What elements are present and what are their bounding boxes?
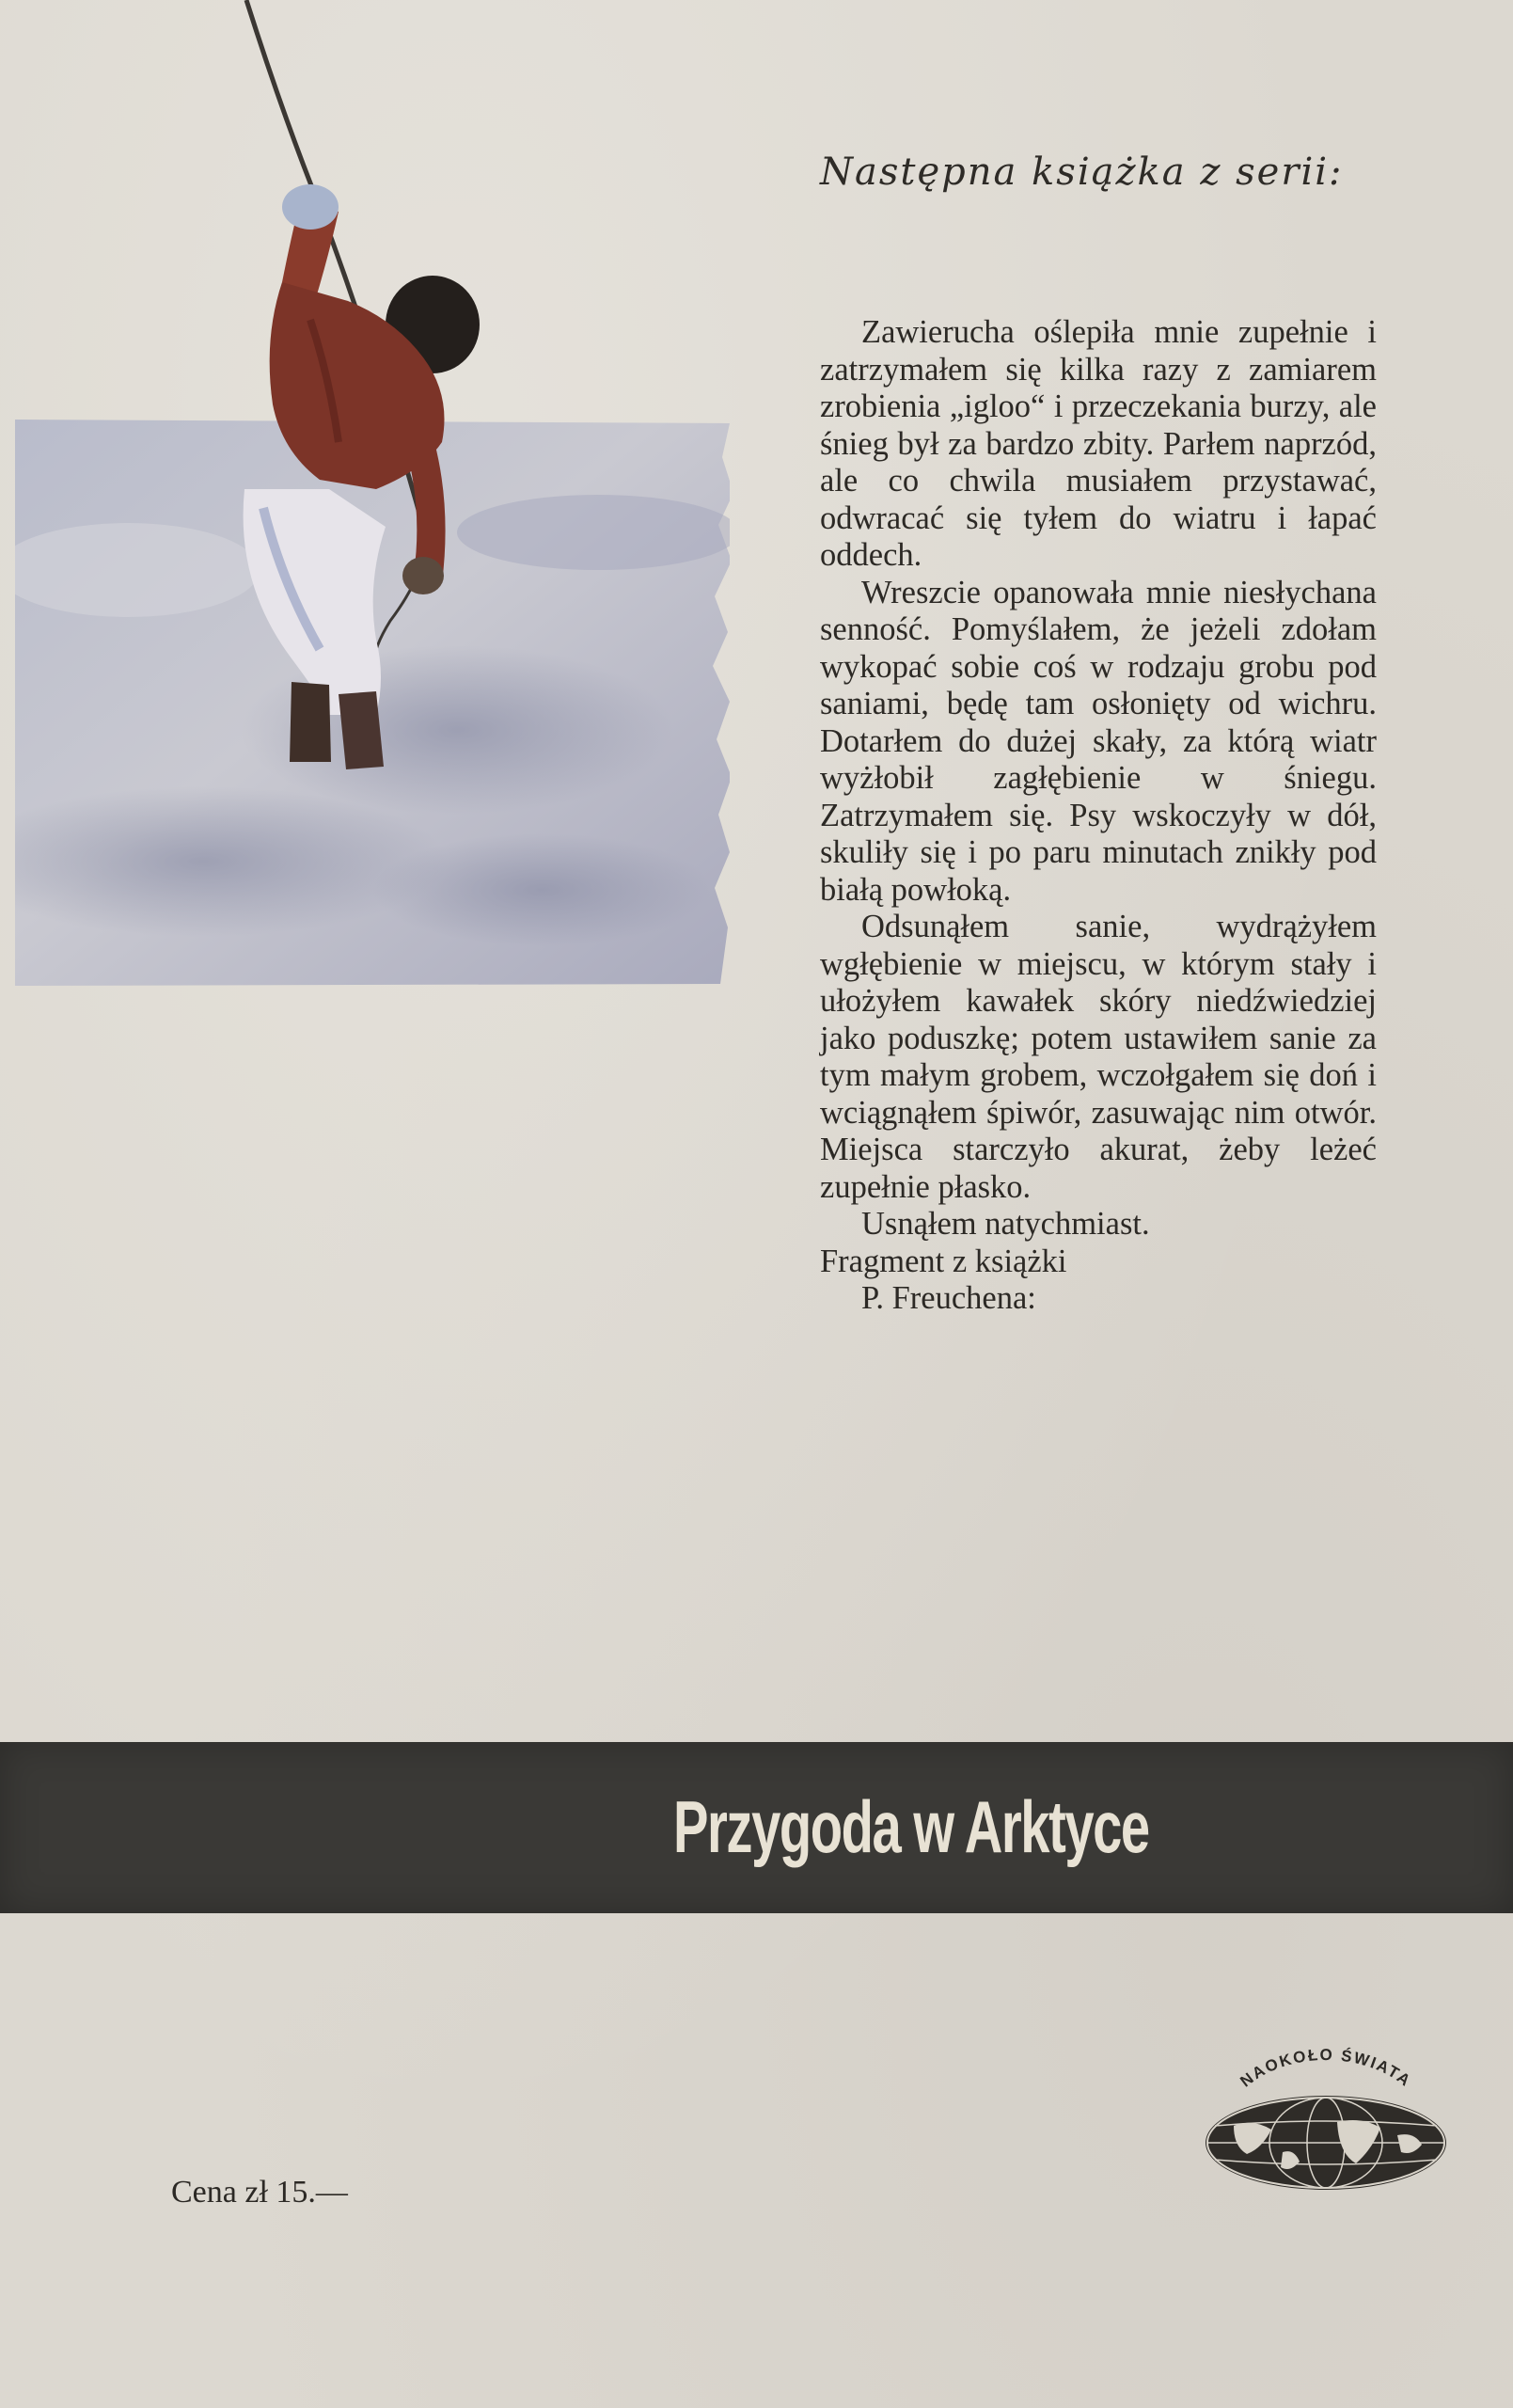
excerpt-author: P. Freuchena: [861, 1280, 1036, 1316]
excerpt-paragraph: Wreszcie opanowała mnie niesłychana senność. Pomyślałem, że jeżeli zdołam wykopać sobie coś w rodzaju grobu pod saniami, będę tam osłonięty od wichru. Dotarłem do dużej skały, za którą wiatr wyżłobił zagłębienie w śniegu. Zatrzymałem się. Psy wskoczyły w dół, skuliły się i po paru minutach znikły pod białą powłoką. [820, 574, 1377, 908]
logo-text: NAOKOŁO ŚWIATA [1237, 2045, 1415, 2091]
price-label: Cena zł 15.— [171, 2175, 348, 2210]
book-excerpt [820, 314, 1377, 1318]
series-logo [1196, 2032, 1456, 2192]
excerpt-paragraph: Usnąłem natychmiast. [861, 1206, 1150, 1242]
globe-icon [1206, 2096, 1446, 2190]
book-title: Przygoda w Arktyce [673, 1784, 1149, 1868]
svg-text:NAOKOŁO ŚWIATA [1237, 2046, 1414, 2091]
excerpt-paragraph: Zawierucha oślepiła mnie zupełnie i zatrzymałem się kilka razy z zamiarem zrobienia „igloo“ i przeczekania burzy, ale śnieg był za bardzo zbity. Parłem naprzód, ale co chwila musiałem przystawać, odwracać się tyłem do wiatru i łapać oddech. [820, 314, 1377, 573]
next-book-heading: Następna książka z serii: [820, 150, 1344, 194]
excerpt-source: Fragment z książki [820, 1243, 1067, 1279]
boy-figure [141, 0, 555, 790]
excerpt-paragraph: Odsunąłem sanie, wydrążyłem wgłębienie w miejscu, w którym stały i ułożyłem kawałek skóry niedźwiedziej jako poduszkę; potem ustawiłem sanie za tym małym grobem, wczołgałem się doń i wciągnąłem śpiwór, zasuwając nim otwór. Miejsca starczyło akurat, żeby leżeć zupełnie płasko. [820, 909, 1377, 1205]
